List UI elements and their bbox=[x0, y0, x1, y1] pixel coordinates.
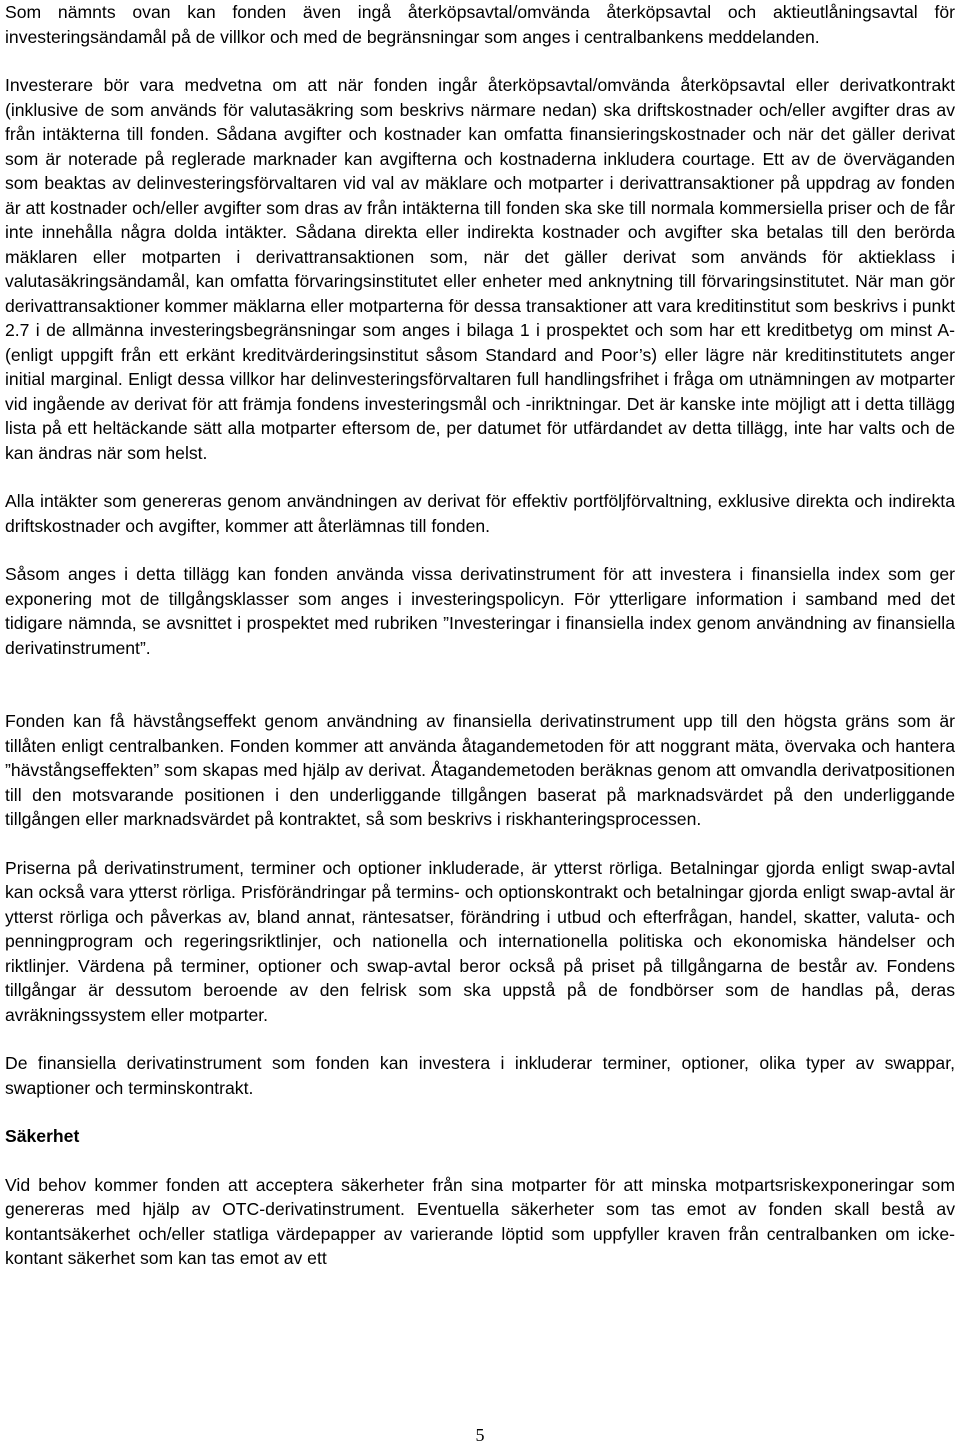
paragraph-instrument-types: De finansiella derivatinstrument som fonden kan investera i inkluderar terminer, optioner, olika typer av swappar, swaptioner och terminskontrakt. bbox=[5, 1053, 955, 1098]
paragraph-collateral: Vid behov kommer fonden att acceptera säkerheter från sina motparter för att minska motpartsriskexponeringar som genereras med hjälp av OTC-derivatinstrument. Eventuella säkerheter som tas emot av fonden skall bestå av kontantsäkerhet och/eller statliga värdepapper av varierande löptid som uppfyller kraven från centralbanken om icke-kontant säkerhet som kan tas emot av ett bbox=[5, 1174, 955, 1268]
paragraph-financial-indices: Såsom anges i detta tillägg kan fonden använda vissa derivatinstrument för att investera i finansiella index som ger exponering mot de tillgångsklasser som anges i investeringspolicyn. För ytterligare information i samband med det tidigare nämnda, se avsnittet i prospektet med rubriken ”Investeringar i finansiella index genom användning av finansiella derivatinstrument”. bbox=[5, 564, 955, 658]
document-page bbox=[5, 0, 955, 1271]
paragraph-price-volatility: Priserna på derivatinstrument, terminer och optioner inkluderade, är ytterst rörliga. Betalningar gjorda enligt swap-avtal kan också vara ytterst rörliga. Prisförändringar på termins- och optionskontrakt och betalningar gjorda enligt swap-avtal är ytterst rörliga och påverkas av, bland annat, räntesatser, förändring i utbud och efterfrågan, handel, skatter, valuta- och penningprogram och regeringsriktlinjer, och nationella och internationella politiska och ekonomiska händelser och riktlinjer. Värdena på terminer, optioner och swap-avtal beror också på priset på tillgångarna de består av. Fondens tillgångar är dessutom beroende av den felrisk som ska uppstå på de fondbörser som de handlas på, deras avräkningssystem eller motparter. bbox=[5, 857, 955, 1025]
page-number: 5 bbox=[475, 1425, 485, 1445]
paragraph-repo-agreements: Som nämnts ovan kan fonden även ingå återköpsavtal/omvända återköpsavtal och aktieutlåningsavtal för investeringsändamål på de villkor och med de begränsningar som anges i centralbankens meddelanden. bbox=[5, 2, 955, 47]
paragraph-operating-costs: Investerare bör vara medvetna om att när fonden ingår återköpsavtal/omvända återköpsavtal eller derivatkontrakt (inklusive de som används för valutasäkring som beskrivs närmare nedan) ska driftskostnader och/eller avgifter dras av från intäkterna till fonden. Sådana avgifter och kostnader kan omfatta finansieringskostnader och när det gäller derivat som är noterade på reglerade marknader kan avgifterna och kostnaderna inkludera courtage. Ett av de överväganden som beaktas av delinvesteringsförvaltaren vid val av mäklare och motparter i derivattransaktioner på uppdrag av fonden är att kostnader och/eller avgifter som dras av från intäkterna till fonden ska ske till normala kommersiella priser och de får inte innehålla några dolda intäkter. Sådana direkta eller indirekta kostnader och avgifter ska betalas till den berörda mäklaren eller motparten i derivattransaktionen som, när det gäller derivat som används för aktieklass i valutasäkringsändamål, kan omfatta förvaringsinstitutet eller enheter med anknytning till förvaringsinstitutet. När man gör derivattransaktioner kommer mäklarna eller motparterna för dessa transaktioner att vara kreditinstitut som beskrivs i punkt 2.7 i de allmänna investeringsbegränsningar som anges i bilaga 1 i prospektet och som har ett kreditbetyg om minst A- (enligt uppgift från ett erkänt kreditvärderingsinstitut såsom Standard and Poor’s) eller lägre när kreditinstitutets anger initial marginal. Enligt dessa villkor har delinvesteringsförvaltaren full handlingsfrihet i fråga om utnämningen av motparter vid ingående av derivat för att främja fondens investeringsmål och -inriktningar. Det är kanske inte möjligt att i detta tillägg lista på ett heltäckande sätt alla motparter eftersom de, per datumet för utfärdandet av detta tillägg, inte har valts och de kan ändras när som helst. bbox=[5, 75, 955, 463]
section-heading-collateral: Säkerhet bbox=[5, 1126, 80, 1146]
paragraph-revenues-returned: Alla intäkter som genereras genom användningen av derivat för effektiv portföljförvaltning, exklusive direkta och indirekta driftskostnader och avgifter, kommer att återlämnas till fonden. bbox=[5, 491, 955, 536]
paragraph-leverage: Fonden kan få hävstångseffekt genom användning av finansiella derivatinstrument upp till den högsta gräns som är tillåten enligt centralbanken. Fonden kommer att använda åtagandemetoden för att noggrant mäta, övervaka och hantera ”hävstångseffekten” som skapas med hjälp av derivat. Åtagandemetoden beräknas genom att omvandla derivatpositionen till den motsvarande positionen i den underliggande tillgången baserat på marknadsvärdet på den underliggande tillgången eller marknadsvärdet på kontraktet, så som beskrivs i riskhanteringsprocessen. bbox=[5, 711, 955, 829]
